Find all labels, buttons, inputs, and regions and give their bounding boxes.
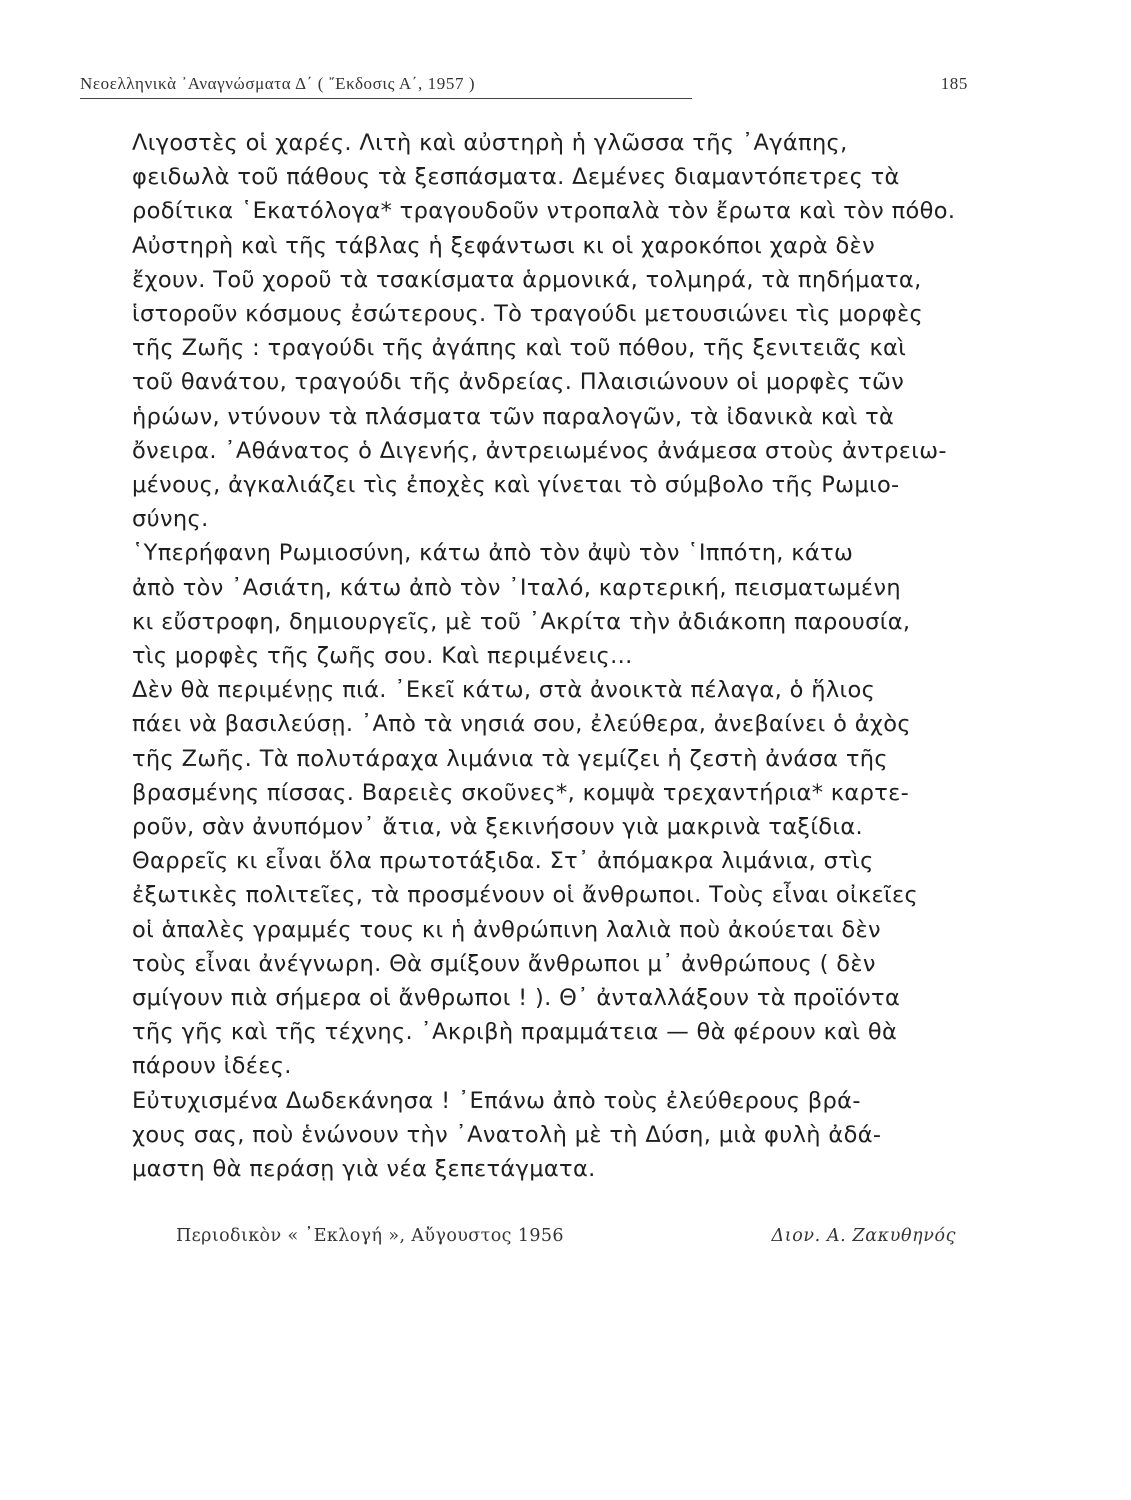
page-number: 185 [940,74,968,93]
author-name: Διον. Α. Ζακυθηνός [771,1226,956,1246]
article-body [132,126,980,1186]
running-head [80,74,968,100]
paragraph-2: ῾Υπερήφανη Ρωμιοσύνη, κάτω ἀπὸ τὸν ἀψὺ τὸν ῾Ιππότη, κάτω ἀπὸ τὸν ᾿Ασιάτη, κάτω ἀπὸ τὸν ᾿Ιταλό, καρτερική, πεισματωμένη κι εὔστροφη, δημιουργεῖς, μὲ τοῦ ᾿Ακρίτα τὴν ἀδιάκοπη παρουσία, τὶς μορφὲς τῆς ζωῆς σου. Καὶ περιμένεις... [132,540,911,670]
paragraph-4: Εὐτυχισμένα Δωδεκάνησα ! ᾿Επάνω ἀπὸ τοὺς ἐλεύθερους βρά- χους σας, ποὺ ἑνώνουν τὴν ᾿Ανατολὴ μὲ τὴ Δύση, μιὰ φυλὴ ἀδά- μαστη θὰ περάσῃ γιὰ νέα ξεπετάγματα. [132,1087,882,1183]
source-footer [176,1226,956,1256]
paragraph-3: Δὲν θὰ περιμένῃς πιά. ᾿Εκεῖ κάτω, στὰ ἀνοικτὰ πέλαγα, ὁ ἥλιος πάει νὰ βασιλεύσῃ. ᾿Απὸ τὰ νησιά σου, ἐλεύθερα, ἀνεβαίνει ὁ ἀχὸς τῆς Ζωῆς. Τὰ πολυτάραχα λιμάνια τὰ γεμίζει ἡ ζεστὴ ἀνάσα τῆς βρασμένης πίσσας. Βαρειὲς σκοῦνες*, κομψὰ τρεχαντήρια* καρτε- ροῦν, σὰν ἀνυπόμον᾿ ἄτια, νὰ ξεκινήσουν γιὰ μακρινὰ ταξίδια. Θαρρεῖς κι εἶναι ὅλα πρωτοτάξιδα. Στ᾿ ἀπόμακρα λιμάνια, στὶς ἐξωτικὲς πολιτεῖες, τὰ προσμένουν οἱ ἄνθρωποι. Τοὺς εἶναι οἰκεῖες οἱ ἁπαλὲς γραμμές τους κι ἡ ἀνθρώπινη λαλιὰ ποὺ ἀκούεται δὲν τοὺς εἶναι ἀνέγνωρη. Θὰ σμίξουν ἄνθρωποι μ᾿ ἀνθρώπους ( δὲν σμίγουν πιὰ σήμερα οἱ ἄνθρωποι ! ). Θ᾿ ἀνταλλάξουν τὰ προϊόντα τῆς γῆς καὶ τῆς τέχνης. ᾿Ακριβὴ πραμμάτεια — θὰ φέρουν καὶ θὰ πάρουν ἰδέες. [132,677,919,1080]
header-rule [80,98,692,99]
book-title: Νεοελληνικὰ ᾿Αναγνώσματα Δ΄ ( ῎Εκδοσις Α΄, 1957 ) [80,74,476,93]
source-citation: Περιοδικὸν « ᾿Εκλογή », Αὔγουστος 1956 [176,1226,564,1246]
paragraph-1: Λιγοστὲς οἱ χαρές. Λιτὴ καὶ αὐστηρὴ ἡ γλῶσσα τῆς ᾿Αγάπης, φειδωλὰ τοῦ πάθους τὰ ξεσπάσματα. Δεμένες διαμαντόπετρες τὰ ροδίτικα ῾Εκατόλογα* τραγουδοῦν ντροπαλὰ τὸν ἔρωτα καὶ τὸν πόθο. Αὐστηρὴ καὶ τῆς τάβλας ἡ ξεφάντωσι κι οἱ χαροκόποι χαρὰ δὲν ἔχουν. Τοῦ χοροῦ τὰ τσακίσματα ἁρμονικά, τολμηρά, τὰ πηδήματα, ἱστοροῦν κόσμους ἐσώτερους. Τὸ τραγούδι μετουσιώνει τὶς μορφὲς τῆς Ζωῆς : τραγούδι τῆς ἀγάπης καὶ τοῦ πόθου, τῆς ξενιτειᾶς καὶ τοῦ θανάτου, τραγούδι τῆς ἀνδρείας. Πλαισιώνουν οἱ μορφὲς τῶν ἡρώων, ντύνουν τὰ πλάσματα τῶν παραλογῶν, τὰ ἰδανικὰ καὶ τὰ ὄνειρα. ᾿Αθάνατος ὁ Διγενής, ἀντρειωμένος ἀνάμεσα στοὺς ἀντρειω- μένους, ἀγκαλιάζει τὶς ἐποχὲς καὶ γίνεται τὸ σύμβολο τῆς Ρωμιο- σύνης. [132,130,956,533]
